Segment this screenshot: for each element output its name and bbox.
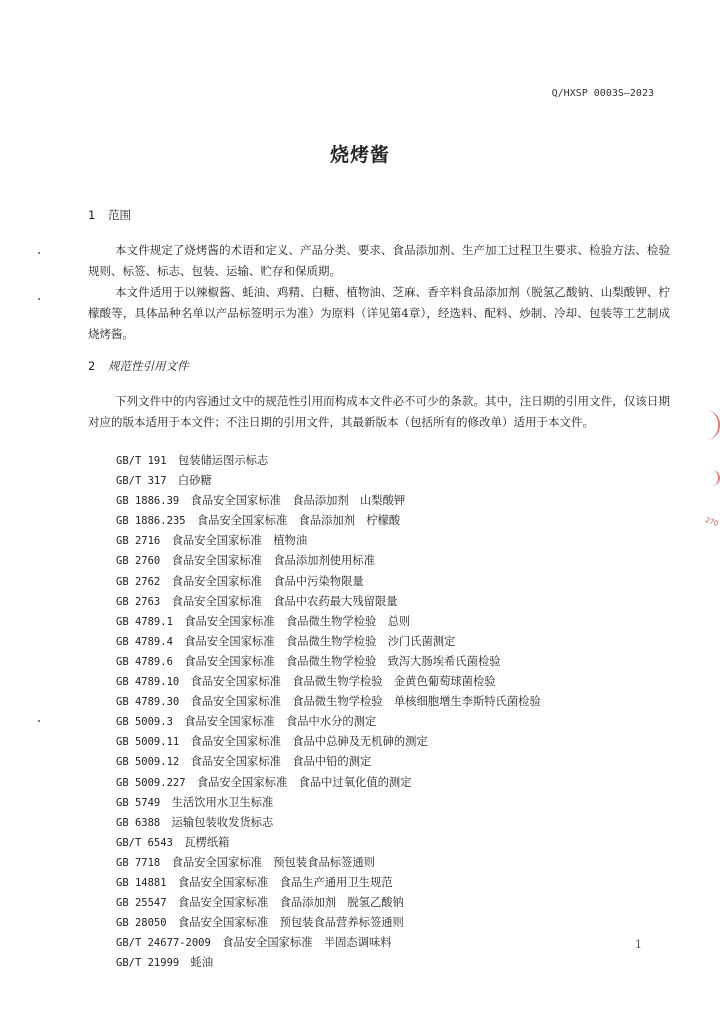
list-item <box>116 933 541 953</box>
section-2-number: 2 <box>88 359 96 373</box>
section-1-paragraph-2: 本文件适用于以辣椒酱、蚝油、鸡精、白糖、植物油、芝麻、香辛料食品添加剂（脱氢乙酸钠、山梨酸钾、柠檬酸等，具体品种名单以产品标签明示为准）为原料（详见第4章），经选料、配料、炒制、冷却、包装等工艺制成烧烤酱。 <box>88 285 670 341</box>
scan-speck <box>38 252 40 254</box>
reference-code: GB/T 24677-2009 <box>116 937 211 950</box>
reference-code: GB 2760 <box>116 555 161 568</box>
reference-title: 瓦楞纸箱 <box>184 835 230 849</box>
section-2-heading <box>88 358 189 374</box>
list-item <box>116 632 541 652</box>
list-item <box>116 471 541 491</box>
section-1-paragraph-1: 本文件规定了烧烤酱的术语和定义、产品分类、要求、食品添加剂、生产加工过程卫生要求、检验方法、检验规则、标签、标志、包装、运输、贮存和保质期。 <box>88 243 670 278</box>
reference-title: 食品安全国家标准 预包装食品标签通则 <box>171 855 375 869</box>
reference-code: GB 25547 <box>116 897 167 910</box>
page-number: 1 <box>635 938 642 951</box>
list-item <box>116 572 541 592</box>
section-1-title: 范围 <box>108 208 131 222</box>
list-item <box>116 451 541 471</box>
list-item <box>116 853 541 873</box>
section-1-number: 1 <box>88 208 96 222</box>
list-item <box>116 813 541 833</box>
reference-code: GB 28050 <box>116 917 167 930</box>
reference-title: 食品安全国家标准 食品微生物学检验 致泻大肠埃希氏菌检验 <box>184 654 501 668</box>
list-item <box>116 732 541 752</box>
reference-title: 食品安全国家标准 食品添加剂使用标准 <box>171 554 375 568</box>
reference-code: GB 4789.30 <box>116 696 180 709</box>
reference-code: GB/T 191 <box>116 455 167 467</box>
list-item <box>116 672 541 692</box>
list-item <box>116 592 541 612</box>
reference-title: 食品安全国家标准 食品添加剂 脱氢乙酸钠 <box>177 896 404 910</box>
reference-code: GB 7718 <box>116 856 161 869</box>
reference-title: 蚝油 <box>190 956 214 970</box>
reference-code: GB 2763 <box>116 595 161 608</box>
reference-title: 食品安全国家标准 食品生产通用卫生规范 <box>177 875 393 889</box>
reference-title: 食品安全国家标准 食品中污染物限量 <box>171 574 364 588</box>
list-item <box>116 752 541 772</box>
reference-code: GB 5009.3 <box>116 716 173 729</box>
reference-code: GB 4789.6 <box>116 655 173 668</box>
reference-code: GB/T 21999 <box>116 957 180 970</box>
reference-code: GB 5749 <box>116 796 161 809</box>
list-item <box>116 833 541 853</box>
reference-code: GB/T 6543 <box>116 836 173 849</box>
reference-title: 包装储运图示标志 <box>177 454 269 467</box>
scan-speck <box>38 720 40 722</box>
reference-code: GB/T 317 <box>116 475 167 488</box>
reference-title: 食品安全国家标准 食品中水分的测定 <box>184 715 377 729</box>
reference-code: GB 4789.10 <box>116 676 180 689</box>
reference-title: 食品安全国家标准 植物油 <box>171 534 308 548</box>
scan-speck <box>38 298 40 300</box>
reference-title: 食品安全国家标准 食品微生物学检验 金黄色葡萄球菌检验 <box>190 675 496 689</box>
reference-title: 食品安全国家标准 食品中过氧化值的测定 <box>196 775 412 789</box>
reference-title: 食品安全国家标准 食品微生物学检验 单核细胞增生李斯特氏菌检验 <box>190 695 541 709</box>
list-item <box>116 712 541 732</box>
list-item <box>116 491 541 511</box>
reference-code: GB 4789.4 <box>116 635 173 648</box>
reference-code: GB 1886.235 <box>116 515 186 528</box>
reference-code: GB 5009.227 <box>116 776 186 789</box>
list-item <box>116 893 541 913</box>
reference-code: GB 4789.1 <box>116 615 173 628</box>
list-item <box>116 652 541 672</box>
section-2-intro: 下列文件中的内容通过文中的规范性引用而构成本文件必不可少的条款。其中，注日期的引用文件，仅该日期对应的版本适用于本文件；不注日期的引用文件，其最新版本（包括所有的修改单）适用于本文件。 <box>88 394 670 429</box>
reference-title: 食品安全国家标准 食品微生物学检验 总则 <box>184 614 411 628</box>
list-item <box>116 511 541 531</box>
reference-title: 食品安全国家标准 食品微生物学检验 沙门氏菌测定 <box>184 634 456 648</box>
reference-title: 运输包装收发货标志 <box>171 815 274 829</box>
reference-code: GB 1886.39 <box>116 495 180 508</box>
document-title: 烧烤酱 <box>329 144 390 166</box>
list-item <box>116 773 541 793</box>
standard-number: Q/HXSP 0003S—2023 <box>551 88 654 99</box>
reference-code: GB 5009.12 <box>116 756 180 769</box>
reference-code: GB 2716 <box>116 535 161 548</box>
reference-code: GB 14881 <box>116 876 167 889</box>
reference-title: 食品安全国家标准 食品中铅的测定 <box>190 755 372 769</box>
section-1-heading <box>88 207 131 223</box>
seal-text: 270 <box>703 515 719 529</box>
reference-title: 食品安全国家标准 半固态调味料 <box>222 936 392 950</box>
list-item <box>116 793 541 813</box>
seal-fragment <box>704 470 720 486</box>
list-item <box>116 692 541 712</box>
reference-code: GB 5009.11 <box>116 736 180 749</box>
list-item <box>116 612 541 632</box>
section-2-title: 规范性引用文件 <box>108 359 189 373</box>
reference-title: 白砂糖 <box>177 474 212 488</box>
list-item <box>116 531 541 551</box>
reference-title: 食品安全国家标准 食品添加剂 山梨酸钾 <box>190 494 406 508</box>
reference-list <box>116 451 541 973</box>
list-item <box>116 913 541 933</box>
reference-title: 食品安全国家标准 食品中总砷及无机砷的测定 <box>190 735 428 749</box>
reference-code: GB 2762 <box>116 575 161 588</box>
list-item <box>116 953 541 973</box>
list-item <box>116 551 541 571</box>
reference-title: 食品安全国家标准 食品添加剂 柠檬酸 <box>196 514 401 528</box>
list-item <box>116 873 541 893</box>
seal-fragment <box>704 410 720 440</box>
reference-title: 食品安全国家标准 食品中农药最大残留限量 <box>171 594 398 608</box>
reference-title: 生活饮用水卫生标准 <box>171 795 274 809</box>
reference-title: 食品安全国家标准 预包装食品营养标签通则 <box>177 916 404 930</box>
reference-code: GB 6388 <box>116 816 161 829</box>
